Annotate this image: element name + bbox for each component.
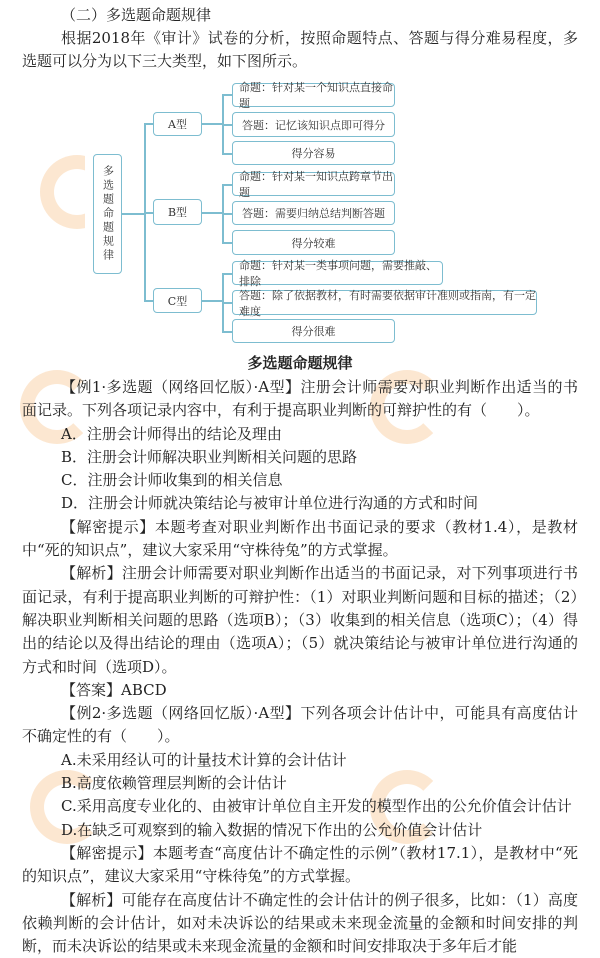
section-heading: （二）多选题命题规律 (61, 6, 212, 24)
example1-option-d: D．注册会计师就决策结论与被审计单位进行沟通的方式和时间 (61, 494, 479, 513)
type-c-item: 得分很难 (232, 319, 395, 343)
example1-analysis: 【解析】注册会计师需要对职业判断作出适当的书面记录，对下列事项进行书面记录，有利于提高职业判断的可辩护性：（1）对职业判断问题和目标的描述；（2）解决职业判断相关问题的思路（选项B）；（3）收集到的相关信息（选项C）；（4）得出的结论以及得出结论的理由（选项A）；（5）就决策结论与被审计单位进行沟通的方式和时间（选项D）。 (22, 564, 578, 676)
example2-question: 【例2·多选题（网络回忆版）·A型】下列各项会计估计中，可能具有高度估计不确定性的有（ ）。 (22, 704, 578, 746)
intro-paragraph: 根据2018年《审计》试卷的分析，按照命题特点、答题与得分难易程度，多选题可以分为以下三大类型，如下图所示。 (22, 29, 578, 71)
type-c-box: C型 (153, 288, 202, 313)
type-a-item: 命题：针对某一个知识点直接命题 (232, 83, 395, 107)
example1-option-c: C．注册会计师收集到的相关信息 (61, 471, 283, 490)
type-a-item: 得分容易 (232, 141, 395, 165)
diagram-root: 多选题命题规律 (93, 154, 122, 274)
type-b-item: 得分较难 (232, 230, 395, 255)
example2-analysis: 【解析】可能存在高度估计不确定性的会计估计的例子很多，比如：（1）高度依赖判断的会计估计，如对未决诉讼的结果或未来现金流量的金额和时间安排的判断，而未决诉讼的结果或未来现金流量的金额和时间安排取决于多年后才能 (22, 890, 578, 956)
example1-hint: 【解密提示】本题考查对职业判断作出书面记录的要求（教材1.4），是教材中“死的知识点”，建议大家采用“守株待兔”的方式掌握。 (22, 517, 578, 560)
example2-option-b: B.高度依赖管理层判断的会计估计 (61, 774, 287, 793)
example2-option-a: A.未采用经认可的计量技术计算的会计估计 (61, 750, 347, 769)
example1-answer: 【答案】ABCD (61, 680, 167, 699)
type-a-box: A型 (153, 112, 202, 136)
example2-option-c: C.采用高度专业化的、由被审计单位自主开发的模型作出的公允价值会计估计 (61, 797, 572, 816)
example2-option-d: D.在缺乏可观察到的输入数据的情况下作出的公允价值会计估计 (61, 820, 483, 839)
type-b-item: 答题：需要归纳总结判断答题 (232, 201, 395, 225)
type-c-item: 命题：针对某一类事项问题，需要推敲、排除 (232, 261, 443, 285)
document-body (22, 376, 578, 958)
classification-diagram (85, 80, 555, 348)
type-b-item: 命题：针对某一知识点跨章节出题 (232, 172, 395, 196)
example1-option-b: B．注册会计师解决职业判断相关问题的思路 (61, 447, 358, 466)
type-b-box: B型 (153, 199, 202, 225)
example1-question: 【例1·多选题（网络回忆版）·A型】注册会计师需要对职业判断作出适当的书面记录。下列各项记录内容中，有利于提高职业判断的可辩护性的有（ ）。 (22, 378, 578, 420)
diagram-caption: 多选题命题规律 (247, 354, 353, 372)
type-a-item: 答题：记忆该知识点即可得分 (232, 112, 395, 137)
example1-option-a: A．注册会计师得出的结论及理由 (61, 424, 282, 443)
example2-hint: 【解密提示】本题考查“高度估计不确定性的示例”（教材17.1），是教材中“死的知识点”，建议大家采用“守株待兔”的方式掌握。 (22, 843, 578, 886)
type-c-item: 答题：除了依据教材，有时需要依据审计准则或指南，有一定难度 (232, 290, 537, 315)
